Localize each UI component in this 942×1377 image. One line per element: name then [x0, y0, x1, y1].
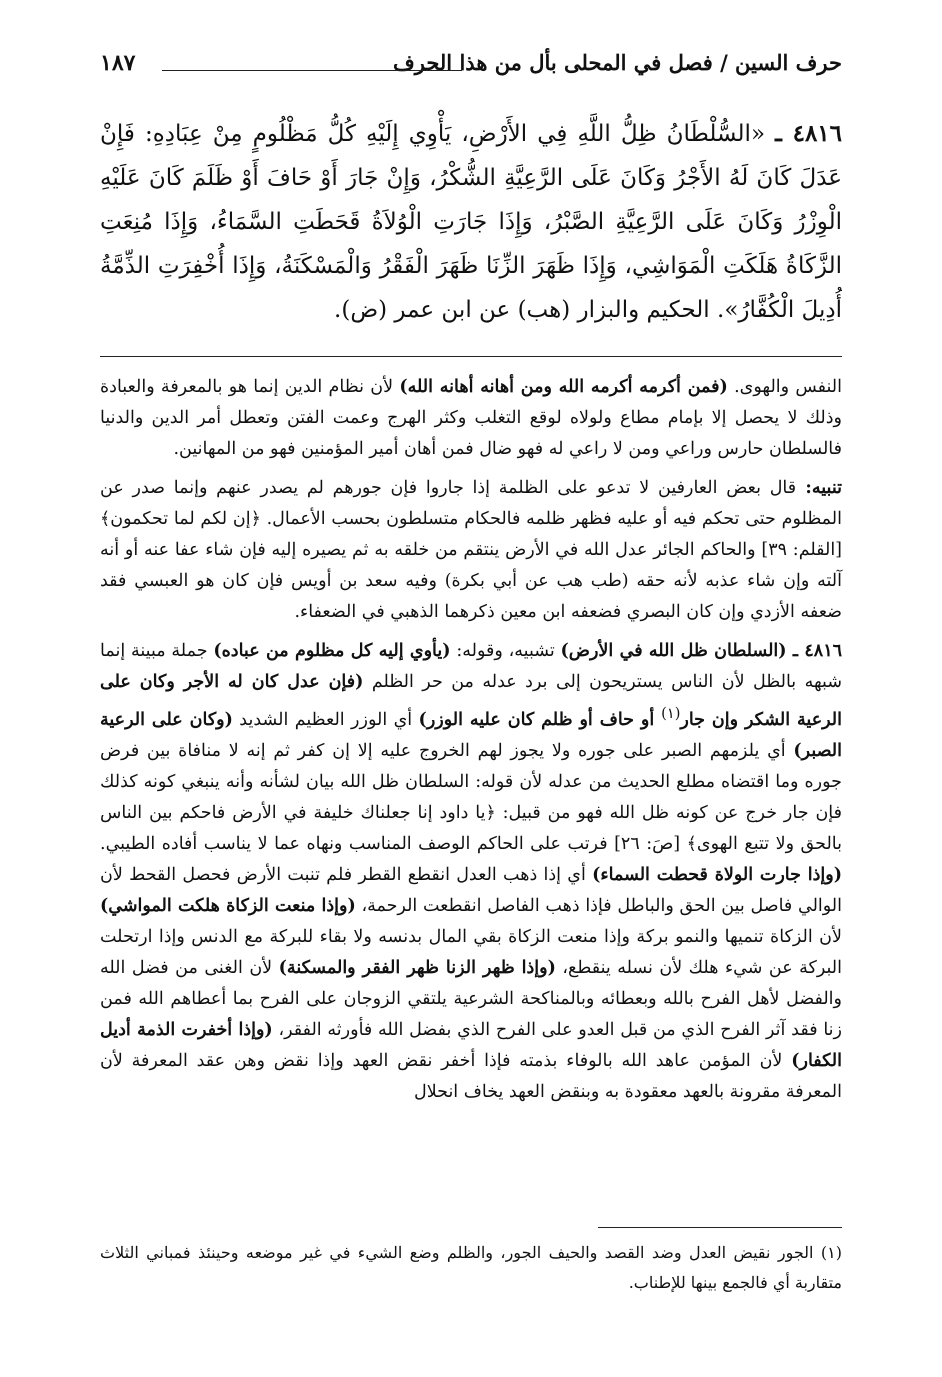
- explanation-text: أي يلزمهم الصبر على جوره ولا يجوز لهم الخروج عليه إلا إن كفر ثم إنه لا منافاة بين فرض جوره وما اقتضاه مطلع الحديث من عدله لأن قوله: السلطان ظل الله بيان لشأنه وأنه ينبغي كونه كذلك فإن جار خرج عن كونه ظل الله فهو من قبيل: ﴿يا داود إنا جعلناك خليفة في الأرض فاحكم بين الناس بالحق ولا تتبع الهوى﴾ [صَ: ٢٦] فرتب على الحاكم الوصف المناسب ونهاه عما لا يناسب أفاده الطيبي.: [100, 740, 842, 854]
- header-rule: [162, 70, 462, 71]
- hadith-text: «السُّلْطَانُ ظِلُّ اللَّهِ فِي الأَرْضِ، يَأْوِي إِلَيْهِ كُلُّ مَظْلُومٍ مِنْ عِبَادِهِ: فَإِنْ عَدَلَ كَانَ لَهُ الأَجْرُ وَكَانَ عَلَى الرَّعِيَّةِ الشُّكْرُ، وَإِنْ جَارَ أَوْ حَافَ أَوْ ظَلَمَ كَانَ عَلَيْهِ الْوِزْرُ وَكَانَ عَلَى الرَّعِيَّةِ الصَّبْرُ، وَإِذَا جَارَتِ الْوُلاَةُ قَحَطَتِ السَّمَاءُ، وَإِذَا مُنِعَتِ الزَّكَاةُ هَلَكَتِ الْمَوَاشِي، وَإِذَا ظَهَرَ الزِّنَا ظَهَرَ الْفَقْرُ وَالْمَسْكَنَةُ، وَإِذَا أُخْفِرَتِ الذِّمَّةُ أُدِيلَ الْكُفَّارُ». الحكيم والبزار (هب) عن ابن عمر (ض).: [100, 121, 842, 323]
- hadith-text-block: [100, 112, 842, 332]
- commentary-block: [100, 372, 842, 1116]
- hadith-number: ٤٨١٦ ـ: [775, 120, 843, 147]
- note-text: قال بعض العارفين لا تدعو على الظلمة إذا جاروا فإن جورهم لم يصدر عنهم وإنما صدر عن المظلوم حتى تحكم فيه أو عليه فظهر ظلمه فالحكام متسلطون بحسب الأعمال. ﴿إن لكم لما تحكمون﴾ [القلم: ٣٩] والحاكم الجائر عدل الله في الأرض ينتقم من خلقه به ثم يصيره إليه فإن شاء عفا عنه أو أنه آلته وإن شاء عذبه لأنه حقه (طب هب عن أبي بكرة) وفيه سعد بن أويس فإن كان هو العبسي فقد ضعفه الأزدي وإن كان البصري فضعفه ابن معين ذكرهما الذهبي في الضعفاء.: [100, 478, 843, 622]
- explanation-text: أي إذا ذهب العدل انقطع القطر فلم تنبت الأرض فحصل القحط لأن الوالي فاصل بين الحق والباطل فإذا ذهب الفاصل انقطعت الرحمة،: [100, 864, 842, 916]
- explanation-text: لأن الزكاة تنميها والنمو بركة وإذا منعت الزكاة بقي المال بدنسه ولا بقاء للبركة مع الدنس وإذا ارتحلت البركة عن شيء هلك لأن نسله ينقطع،: [100, 926, 843, 978]
- footnote-1: (١) الجور نقيض العدل وضد القصد والحيف الجور، والظلم وضع الشيء في غير موضعه وحينئذ فمباني الثلاث متقاربة أي فالجمع بينها للإطناب.: [100, 1243, 842, 1292]
- footnote-marker[interactable]: (١): [661, 705, 681, 722]
- explanation-text: جملة مبينة إنما شبهه بالظل لأن الناس يستريحون إلى برد عدله من حر الظلم: [100, 641, 842, 692]
- explanation-bold: (وإذا منعت الزكاة هلكت المواشي): [100, 895, 356, 916]
- page-header: [100, 50, 842, 86]
- explanation-paragraph: [100, 636, 842, 1108]
- footnotes-block: [100, 1238, 842, 1298]
- explanation-text: تشبيه، وقوله:: [450, 641, 561, 661]
- commentary-text: النفس والهوى.: [727, 377, 842, 397]
- explanation-bold: (وإذا ظهر الزنا ظهر الفقر والمسكنة): [278, 957, 556, 978]
- explanation-text: أي الوزر العظيم الشديد: [232, 709, 419, 730]
- explanation-bold: (وكان على الرعية الصبر): [100, 709, 842, 761]
- explanation-bold: (وإذا جارت الولاة قحطت السماء): [592, 864, 842, 885]
- section-divider: [100, 356, 842, 357]
- note-label: تنبيه:: [796, 478, 842, 498]
- running-title: حرف السين / فصل في المحلى بأل من هذا الحرف: [393, 50, 842, 75]
- explanation-bold: (السلطان ظل الله في الأرض): [560, 641, 787, 661]
- explanation-number: ٤٨١٦ ـ: [786, 641, 842, 661]
- footnote-divider: [598, 1227, 842, 1228]
- explanation-text: لأن المؤمن عاهد الله بالوفاء بذمته فإذا أخفر نقض العهد وإذا نقض وهن عقد المعرفة لأن المعرفة مقرونة بالعهد معقودة به وبنقض العهد يخاف انحلال: [100, 1050, 842, 1102]
- explanation-bold: أو حاف أو ظلم كان عليه الوزر): [418, 709, 662, 730]
- commentary-bold: (فمن أكرمه أكرمه الله ومن أهانه أهانه الله): [399, 377, 728, 397]
- explanation-text: لأن الغنى من فضل الله والفضل لأهل الفرح بالله وبعطائه وبالمناكحة الشرعية يلتقي الزوجان على الفرح بما أعطاهم الله فمن زنا فقد آثر الفرح الذي من قبل العدو على الفرح الذي بفضل الله فأورثه الفقر،: [100, 957, 842, 1040]
- explanation-bold: (يأوي إليه كل مظلوم من عباده): [213, 641, 451, 661]
- page-number: ١٨٧: [100, 50, 136, 76]
- explanation-bold: (وإذا أخفرت الذمة أديل الكفار): [100, 1019, 842, 1071]
- explanation-bold: (فإن عدل كان له الأجر وكان على الرعية الشكر وإن جار: [100, 672, 843, 730]
- commentary-text: لأن نظام الدين إنما هو بالمعرفة والعبادة وذلك لا يحصل إلا بإمام مطاع ولولاه لوقع التغلب وكثر الهرج وعمت الفتن وتعطل أمر الدين والدنيا فالسلطان حارس وراعي ومن لا راعي له فهو ضال فمن أهان أمير المؤمنين فهو من المهانين.: [100, 377, 842, 459]
- note-paragraph: [100, 473, 842, 628]
- commentary-paragraph: [100, 372, 842, 465]
